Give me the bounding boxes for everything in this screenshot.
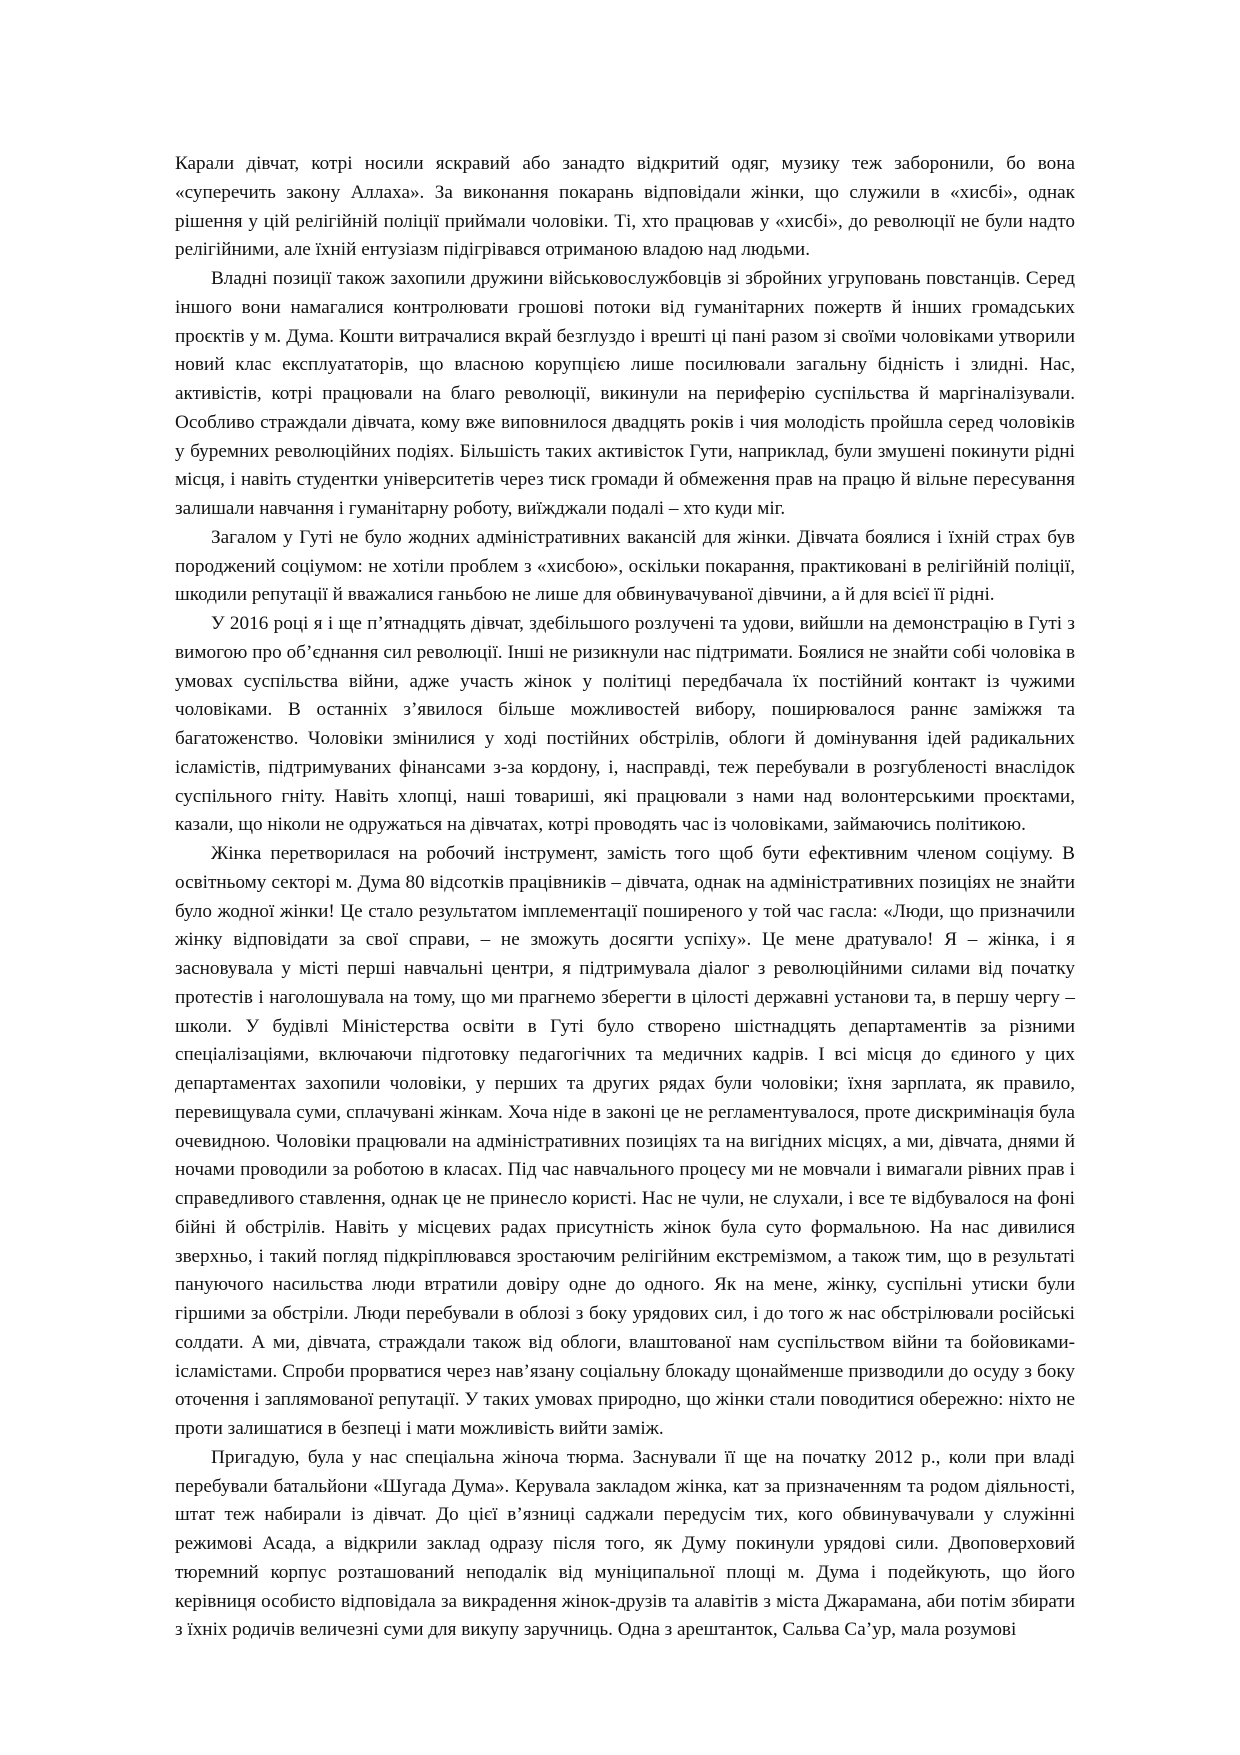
- paragraph-4: У 2016 році я і ще п’ятнадцять дівчат, здебільшого розлучені та удови, вийшли на демонстрацію в Гуті з вимогою про об’єднання сил революції. Інші не ризикнули нас підтримати. Боялися не знайти собі чоловіка в умовах суспільства війни, адже участь жінок у політиці передбачала їх постійний контакт із чужими чоловіками. В останніх з’явилося більше можливостей вибору, поширювалося раннє заміжжя та багатоженство. Чоловіки змінилися у ході постійних обстрілів, облоги й домінування ідей радикальних ісламістів, підтримуваних фінансами з-за кордону, і, насправді, теж перебували в розгубленості внаслідок суспільного гніту. Навіть хлопці, наші товариші, які працювали з нами над волонтерськими проєктами, казали, що ніколи не одружаться на дівчатах, котрі проводять час із чоловіками, займаючись політикою.: [175, 613, 1075, 836]
- paragraph-2: Владні позиції також захопили дружини військовослужбовців зі збройних угруповань повстанців. Серед іншого вони намагалися контролювати грошові потоки від гуманітарних пожертв й інших громадських проєктів у м. Дума. Кошти витрачалися вкрай безглуздо і врешті ці пані разом зі своїми чоловіками утворили новий клас експлуататорів, що власною корупцією лише посилювали загальну бідність і злидні. Нас, активістів, котрі працювали на благо революції, викинули на периферію суспільства й маргіналізували. Особливо страждали дівчата, кому вже виповнилося двадцять років і чия молодість пройшла серед чоловіків у буремних революційних подіях. Більшість таких активісток Гути, наприклад, були змушені покинути рідні місця, і навіть студентки університетів через тиск громади й обмеження прав на працю й вільне пересування залишали навчання і гуманітарну роботу, виїжджали подалі – хто куди міг.: [175, 268, 1075, 519]
- paragraph-3: Загалом у Гуті не було жодних адміністративних вакансій для жінки. Дівчата боялися і їхній страх був породжений соціумом: не хотіли проблем з «хисбою», оскільки покарання, практиковані в релігійній поліції, шкодили репутації й вважалися ганьбою не лише для обвинувачуваної дівчини, а й для всієї її рідні.: [175, 526, 1075, 606]
- paragraph-5: Жінка перетворилася на робочий інструмент, замість того щоб бути ефективним членом соціуму. В освітньому секторі м. Дума 80 відсотків працівників – дівчата, однак на адміністративних позиціях не знайти було жодної жінки! Це стало результатом імплементації поширеного у той час гасла: «Люди, що призначили жінку відповідати за свої справи, – не зможуть досягти успіху». Це мене дратувало! Я – жінка, і я засновувала у місті перші навчальні центри, я підтримувала діалог з революційними силами від початку протестів і наголошувала на тому, що ми прагнемо зберегти в цілості державні установи та, в першу чергу – школи. У будівлі Міністерства освіти в Гуті було створено шістнадцять департаментів за різними спеціалізаціями, включаючи підготовку педагогічних та медичних кадрів. І всі місця до єдиного у цих департаментах захопили чоловіки, у перших та других рядах були чоловіки; їхня зарплата, як правило, перевищувала суми, сплачувані жінкам. Хоча ніде в законі це не регламентувалося, проте дискримінація була очевидною. Чоловіки працювали на адміністративних позиціях та на вигідних місцях, а ми, дівчата, днями й ночами проводили за роботою в класах. Під час навчального процесу ми не мовчали і вимагали рівних прав і справедливого ставлення, однак це не принесло користі. Нас не чули, не слухали, і все те відбувалося на фоні бійні й обстрілів. Навіть у місцевих радах присутність жінок була суто формальною. На нас дивилися зверхньо, і такий погляд підкріплювався зростаючим релігійним екстремізмом, а також тим, що в результаті пануючого насильства люди втратили довіру одне до одного. Як на мене, жінку, суспільні утиски були гіршими за обстріли. Люди перебували в облозі з боку урядових сил, і до того ж нас обстрілювали російські солдати. А ми, дівчата, страждали також від облоги, влаштованої нам суспільством війни та бойовиками-ісламістами. Спроби прорватися через нав’язану соціальну блокаду щонайменше призводили до осуду з боку оточення і заплямованої репутації. У таких умовах природно, що жінки стали поводитися обережно: ніхто не проти залишатися в безпеці і мати можливість вийти заміж.: [175, 843, 1075, 1439]
- document-page: [175, 150, 1075, 1645]
- paragraph-1: Карали дівчат, котрі носили яскравий або занадто відкритий одяг, музику теж заборонили, бо вона «суперечить закону Аллаха». За виконання покарань відповідали жінки, що служили в «хисбі», однак рішення у цій релігійній поліції приймали чоловіки. Ті, хто працював у «хисбі», до революції не були надто релігійними, але їхній ентузіазм підігрівався отриманою владою над людьми.: [175, 153, 1075, 261]
- paragraph-6: Пригадую, була у нас спеціальна жіноча тюрма. Заснували її ще на початку 2012 р., коли при владі перебували батальйони «Шугада Дума». Керувала закладом жінка, кат за призначенням та родом діяльності, штат теж набирали із дівчат. До цієї в’язниці саджали передусім тих, кого обвинувачували у служінні режимові Асада, а відкрили заклад одразу після того, як Думу покинули урядові сили. Двоповерховий тюремний корпус розташований неподалік від муніципальної площі м. Дума і подейкують, що його керівниця особисто відповідала за викрадення жінок-друзів та алавітів з міста Джарамана, аби потім збирати з їхніх родичів величезні суми для викупу заручниць. Одна з арештанток, Сальва Са’ур, мала розумові: [175, 1446, 1075, 1641]
